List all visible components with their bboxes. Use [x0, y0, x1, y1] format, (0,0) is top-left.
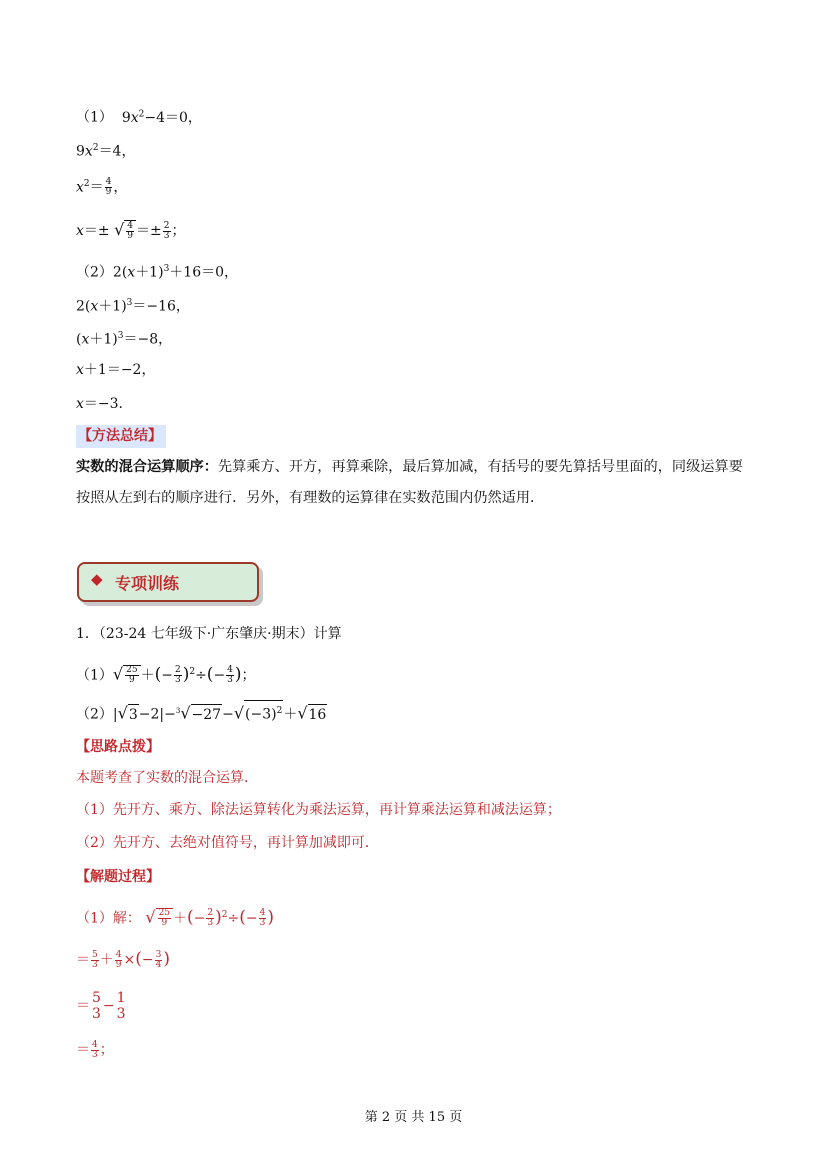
process-step: ＝ $\frac{4}{3}$ ； — [76, 1039, 114, 1060]
question-header: 1．（23-24 七年级下·广东肇庆·期末）计算 — [76, 626, 342, 642]
solution-line: $x^2=$ $\frac{4}{9}$ ， — [76, 177, 128, 198]
solution-line: $(2)2(x+1)^3+16=0$， — [76, 264, 239, 281]
solution-line: $2(x+1)^3=-16$， — [76, 298, 190, 315]
hint-line: 本题考查了实数的混合运算． — [76, 770, 258, 786]
method-summary-tag: 【方法总结】 — [76, 425, 166, 448]
hint-line: （2）先开方、去绝对值符号，再计算加减即可． — [76, 835, 379, 851]
solution-line — [76, 104, 202, 128]
process-step: （1）解： √ $\frac{25}{9}$ ＋(− $\frac{2}{3}$ )$^2$÷(− $\frac{4}{3}$ ) — [76, 907, 274, 929]
solution-line: $(x+1)^3=-8$， — [76, 331, 173, 348]
equation: $9x^2-4=0$， — [112, 109, 202, 126]
solution-line: $9x^2=4$， — [76, 143, 136, 160]
question-part2: $(2)|√3-2|-^3√-27-√(-3)^2+√16$ — [76, 700, 327, 725]
section-title: 专项训练 — [115, 574, 180, 593]
solution-line: x＝−3． — [76, 396, 133, 412]
process-tag: 【解题过程】 — [76, 869, 160, 885]
solution-line: x＋1＝−2， — [76, 362, 156, 378]
method-summary-text: 实数的混合运算顺序：先算乘方、开方，再算乘除，最后算加减，有括号的要先算括号里面的，同级运算要按照从左到右的顺序进行．另外，有理数的运算律在实数范围内仍然适用． — [76, 459, 743, 506]
solution-line: x＝± √ $\frac{4}{9}$ ＝± $\frac{2}{3}$ ； — [76, 220, 186, 241]
process-step: ＝ 5 3 − 1 3 — [76, 990, 126, 1022]
diamond-icon: ◆ — [91, 570, 103, 588]
fraction: $\frac{4}{9}$ — [105, 177, 112, 198]
section-banner — [77, 562, 259, 602]
hint-tag: 【思路点拨】 — [76, 739, 160, 755]
question-part1: （1）√ $\frac{25}{9}$ ＋(− $\frac{2}{3}$ )$^2$÷(− $\frac{4}{3}$ )； — [76, 664, 256, 686]
label: （1） — [76, 109, 113, 126]
page-footer: 第 2 页 共 15 页 — [364, 1110, 463, 1125]
hint-line: （1）先开方、乘方、除法运算转化为乘法运算，再计算乘法运算和减法运算； — [76, 802, 561, 818]
process-step: ＝ $\frac{5}{3}$ ＋ $\frac{4}{9}$ ×(− $\frac{3}{4}$ ) — [76, 949, 170, 970]
